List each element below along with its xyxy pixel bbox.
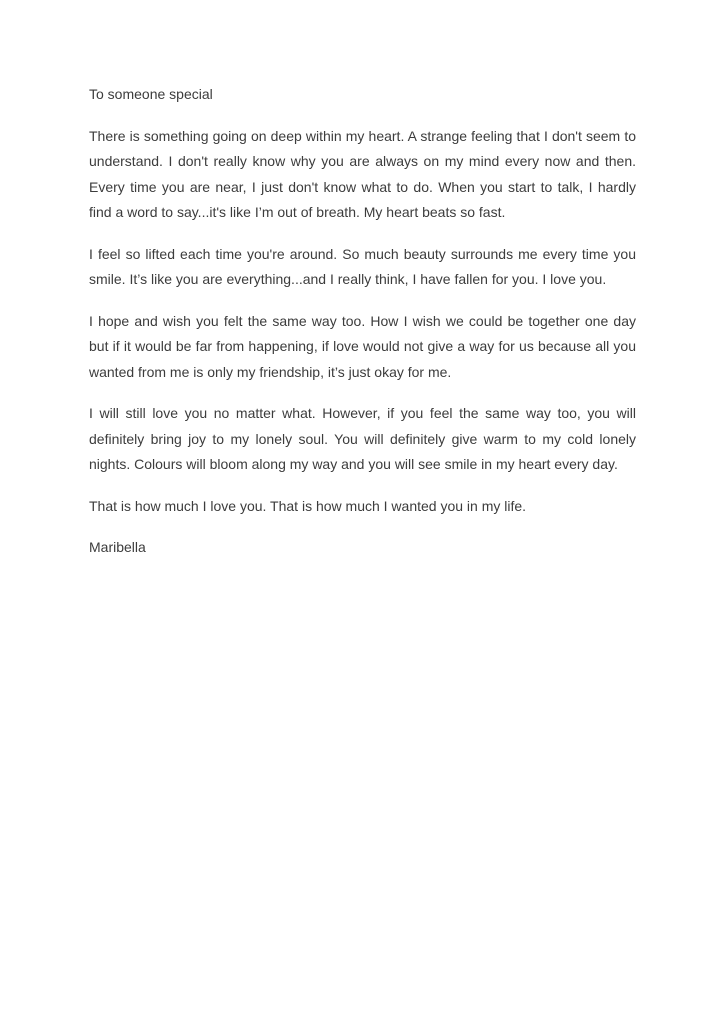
letter-content	[89, 82, 636, 561]
letter-paragraph-3: I hope and wish you felt the same way too. How I wish we could be together one day but if it would be far from happening, if love would not give a way for us because all you wanted from me is only my friendship, it’s just okay for me.	[89, 312, 636, 380]
letter-paragraph-4: I will still love you no matter what. However, if you feel the same way too, you will definitely bring joy to my lonely soul. You will definitely give warm to my cold lonely nights. Colours will bloom along my way and you will see smile in my heart every day.	[89, 405, 636, 472]
letter-paragraph-2: I feel so lifted each time you're around. So much beauty surrounds me every time you smile. It’s like you are everything...and I really think, I have fallen for you. I love you.	[89, 245, 636, 287]
letter-paragraph-5: That is how much I love you. That is how much I wanted you in my life.	[89, 497, 527, 514]
letter-paragraph-1: There is something going on deep within my heart. A strange feeling that I don't seem to understand. I don't really know why you are always on my mind every now and then. Every time you are near, I just don't know what to do. When you start to talk, I hardly find a word to say...it's like I’m out of breath. My heart beats so fast.	[89, 127, 636, 220]
letter-salutation: To someone special	[89, 86, 213, 102]
letter-signature: Maribella	[89, 539, 146, 555]
